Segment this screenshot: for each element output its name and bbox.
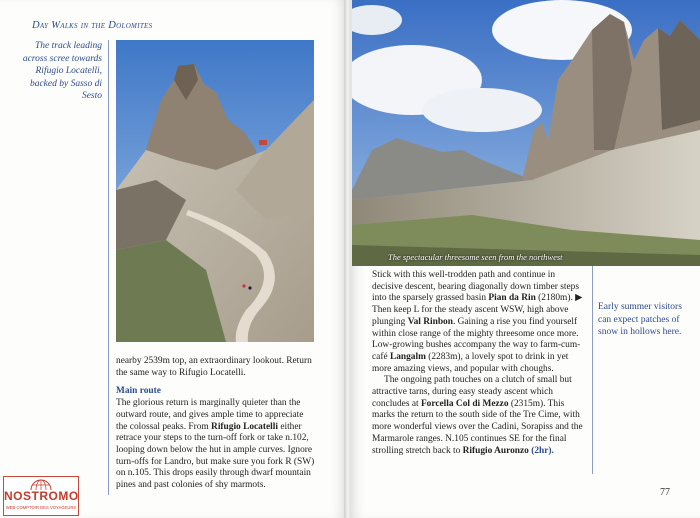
- page-number: 77: [660, 487, 670, 498]
- left-page: [0, 0, 346, 518]
- left-body-text: [116, 356, 316, 492]
- paragraph-continuation: nearby 2539m top, an extraordinary lookout. Return the same way to Rifugio Locatelli.: [116, 356, 312, 378]
- running-head: Day Walks in the Dolomites: [32, 20, 153, 31]
- paragraph-tarns: The ongoing path touches on a clutch of small but attractive tarns, during easy steady ascent which concludes at Forcella Col di Mezzo (2315m). This marks the return to the south side of the Tre Cime, with more wonderful views over the Cadini, Sorapiss and the Marmarole ranges. N.105 continues SE for the final strolling stretch back to Rifugio Auronzo (2hr).: [372, 375, 583, 456]
- right-body-text: [372, 270, 588, 457]
- scree-track-photo: [116, 40, 314, 342]
- paragraph-descent: Stick with this well-trodden path and continue in decisive descent, bearing diagonally down timber steps into the sparsely grassed basin Pian da Rin (2180m). ▶ Then keep L for the steady ascent WSW, high above plunging Val Rinbon. Gaining a rise you find yourself within close range of the mighty threesome once more. Low-growing bushes accompany the way to farm-cum-café Langalm (2283m), a lovely spot to drink in yet more amazing views, and popular with choughs.: [372, 270, 583, 374]
- margin-rule-right: [592, 266, 593, 474]
- photo-caption-left: The track leading across scree towards Rifugio Locatelli, backed by Sasso di Sesto: [22, 41, 102, 101]
- margin-note: Early summer visitors can expect patches of snow in hollows here.: [598, 302, 682, 337]
- paragraph-main-route: The glorious return is marginally quieter than the outward route, and gives ample time to appreciate the colossal peaks. From Rifugio Locatelli either retrace your steps to the turn-off fork or take n.102, looping down below the hut in ample curves. Ignore turn-offs for Landro, but make sure you fork R (SW) on n.105. This drops easily through dwarf mountain pines and past colonies of shy marmots.: [116, 398, 315, 491]
- logo-brand: NOSTROMO: [4, 489, 79, 503]
- margin-rule: [108, 40, 109, 495]
- section-heading: Main route: [116, 386, 161, 397]
- logo-tagline: WEB COMPTOIR DES VOYAGEURS: [5, 505, 77, 510]
- nostromo-watermark: [3, 476, 79, 516]
- photo-caption-right: The spectacular threesome seen from the northwest: [388, 252, 563, 262]
- tre-cime-photo: [352, 0, 700, 266]
